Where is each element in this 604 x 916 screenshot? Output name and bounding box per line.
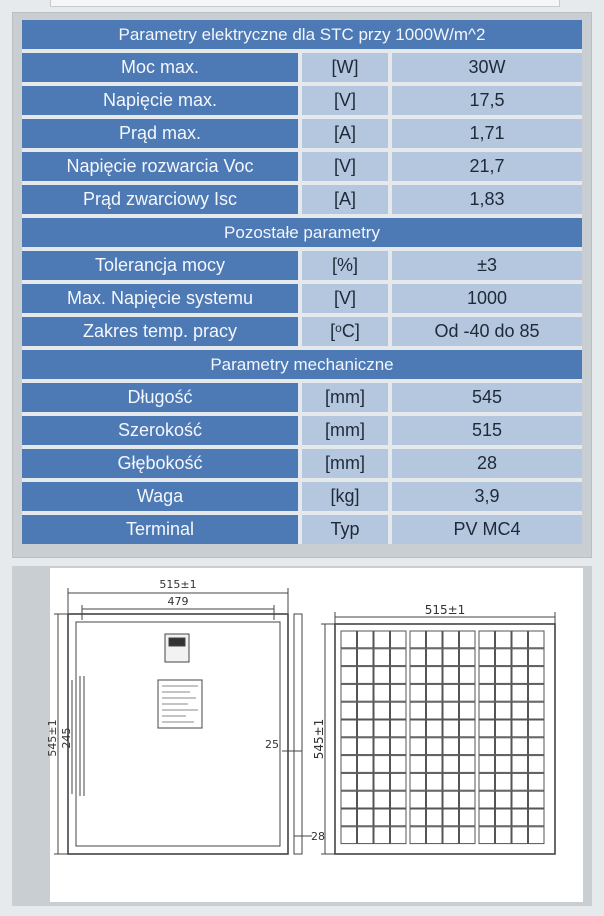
solar-cell — [443, 702, 459, 719]
solar-cell — [479, 738, 495, 755]
solar-cell — [479, 631, 495, 648]
solar-cell — [479, 773, 495, 790]
param-value: 3,9 — [392, 482, 582, 515]
dim-side-depth: 28 — [311, 830, 325, 843]
table-row — [22, 383, 582, 416]
dim-back-height: 545±1 — [46, 719, 59, 757]
unit-close: C] — [341, 321, 360, 341]
solar-cell — [512, 738, 528, 755]
solar-cell — [374, 684, 390, 701]
dim-front-height: 545±1 — [312, 718, 326, 760]
solar-cell — [341, 756, 357, 773]
param-value: 28 — [392, 449, 582, 482]
solar-cell — [512, 773, 528, 790]
solar-cell — [410, 773, 426, 790]
solar-cell — [410, 702, 426, 719]
solar-cell — [479, 649, 495, 666]
solar-cell — [391, 649, 407, 666]
solar-cell — [391, 756, 407, 773]
solar-cell — [529, 791, 545, 808]
solar-cell — [410, 667, 426, 684]
param-unit: [A] — [302, 119, 392, 152]
solar-cell — [341, 827, 357, 844]
param-value: 545 — [392, 383, 582, 416]
solar-cell — [512, 720, 528, 737]
solar-cell — [496, 684, 512, 701]
solar-cell — [391, 631, 407, 648]
solar-cell — [512, 631, 528, 648]
param-value: 17,5 — [392, 86, 582, 119]
solar-cell — [341, 684, 357, 701]
param-value: 1,83 — [392, 185, 582, 218]
solar-cell — [341, 720, 357, 737]
dim-back-width: 515±1 — [159, 578, 197, 591]
solar-cell — [443, 756, 459, 773]
solar-cell — [341, 649, 357, 666]
solar-cell — [391, 773, 407, 790]
param-label: Napięcie rozwarcia Voc — [22, 152, 302, 185]
side-profile — [294, 614, 302, 854]
solar-cell — [391, 702, 407, 719]
solar-cells-grid — [341, 631, 544, 844]
solar-cell — [443, 667, 459, 684]
solar-cell — [496, 809, 512, 826]
top-strip — [50, 0, 560, 7]
solar-cell — [460, 684, 476, 701]
param-value: 21,7 — [392, 152, 582, 185]
solar-cell — [479, 667, 495, 684]
solar-cell — [496, 702, 512, 719]
param-unit: [W] — [302, 53, 392, 86]
solar-cell — [529, 720, 545, 737]
param-unit: [V] — [302, 152, 392, 185]
table-row — [22, 284, 582, 317]
solar-cell — [460, 649, 476, 666]
dim-back-inner-width: 479 — [167, 595, 189, 608]
solar-cell — [529, 773, 545, 790]
param-unit: [kg] — [302, 482, 392, 515]
solar-cell — [479, 791, 495, 808]
solar-cell — [341, 738, 357, 755]
solar-cell — [358, 791, 374, 808]
solar-cell — [391, 720, 407, 737]
dim-side-offset: 25 — [265, 738, 279, 751]
solar-cell — [479, 702, 495, 719]
solar-cell — [427, 809, 443, 826]
solar-cell — [512, 791, 528, 808]
solar-cell — [479, 827, 495, 844]
solar-cell — [427, 684, 443, 701]
solar-cell — [496, 667, 512, 684]
solar-cell — [496, 827, 512, 844]
solar-cell — [427, 773, 443, 790]
solar-cell — [529, 684, 545, 701]
solar-cell — [341, 809, 357, 826]
solar-cell — [512, 684, 528, 701]
solar-cell — [443, 773, 459, 790]
solar-cell — [391, 791, 407, 808]
table-row — [22, 317, 582, 350]
solar-cell — [358, 809, 374, 826]
solar-cell — [443, 791, 459, 808]
technical-drawing — [46, 568, 583, 902]
param-label: Szerokość — [22, 416, 302, 449]
solar-cell — [358, 773, 374, 790]
solar-cell — [427, 791, 443, 808]
solar-cell — [410, 631, 426, 648]
solar-cell — [341, 791, 357, 808]
solar-cell — [479, 684, 495, 701]
solar-cell — [374, 773, 390, 790]
solar-cell — [410, 827, 426, 844]
solar-cell — [374, 756, 390, 773]
solar-cell — [496, 649, 512, 666]
param-label: Terminal — [22, 515, 302, 544]
dim-front-width: 515±1 — [424, 603, 466, 617]
param-label: Zakres temp. pracy — [22, 317, 302, 350]
param-unit: [mm] — [302, 416, 392, 449]
section-title: Parametry elektryczne dla STC przy 1000W/m^2 — [22, 20, 582, 53]
degree-sup: o — [335, 321, 342, 335]
solar-cell — [391, 827, 407, 844]
front-frame — [335, 624, 555, 854]
param-label: Tolerancja mocy — [22, 251, 302, 284]
solar-cell — [443, 649, 459, 666]
solar-cell — [427, 827, 443, 844]
solar-cell — [427, 738, 443, 755]
solar-cell — [358, 631, 374, 648]
param-label: Głębokość — [22, 449, 302, 482]
param-unit: [V] — [302, 86, 392, 119]
solar-cell — [358, 667, 374, 684]
solar-cell — [496, 631, 512, 648]
solar-cell — [410, 684, 426, 701]
param-value: 30W — [392, 53, 582, 86]
solar-cell — [460, 791, 476, 808]
table-row — [22, 515, 582, 544]
param-label: Moc max. — [22, 53, 302, 86]
solar-cell — [460, 631, 476, 648]
param-label: Prąd zwarciowy Isc — [22, 185, 302, 218]
solar-cell — [358, 720, 374, 737]
param-value: 1000 — [392, 284, 582, 317]
solar-cell — [460, 756, 476, 773]
section-title: Parametry mechaniczne — [22, 350, 582, 383]
solar-cell — [410, 791, 426, 808]
solar-cell — [374, 738, 390, 755]
solar-cell — [479, 756, 495, 773]
solar-cell — [512, 756, 528, 773]
solar-cell — [496, 756, 512, 773]
solar-cell — [529, 809, 545, 826]
solar-cell — [460, 720, 476, 737]
solar-cell — [479, 809, 495, 826]
table-row — [22, 251, 582, 284]
solar-cell — [341, 667, 357, 684]
solar-cell — [358, 738, 374, 755]
solar-cell — [529, 827, 545, 844]
param-value: Od -40 do 85 — [392, 317, 582, 350]
table-row — [22, 119, 582, 152]
junction-box-cover — [169, 638, 185, 646]
param-value: PV MC4 — [392, 515, 582, 544]
solar-cell — [443, 738, 459, 755]
label-plate-lines — [162, 686, 198, 722]
table-row — [22, 416, 582, 449]
param-unit: [V] — [302, 284, 392, 317]
solar-cell — [358, 649, 374, 666]
table-row — [22, 185, 582, 218]
solar-cell — [529, 738, 545, 755]
solar-cell — [496, 738, 512, 755]
param-label: Prąd max. — [22, 119, 302, 152]
solar-cell — [374, 667, 390, 684]
solar-cell — [512, 809, 528, 826]
section-title: Pozostałe parametry — [22, 218, 582, 251]
param-label: Max. Napięcie systemu — [22, 284, 302, 317]
solar-cell — [512, 649, 528, 666]
solar-cell — [529, 702, 545, 719]
solar-cell — [410, 649, 426, 666]
solar-cell — [391, 684, 407, 701]
param-unit: Typ — [302, 515, 392, 544]
solar-cell — [374, 720, 390, 737]
section-header-other — [22, 218, 582, 251]
solar-cell — [427, 649, 443, 666]
param-label: Długość — [22, 383, 302, 416]
param-unit: [%] — [302, 251, 392, 284]
solar-cell — [410, 720, 426, 737]
solar-cell — [460, 773, 476, 790]
param-label: Waga — [22, 482, 302, 515]
solar-cell — [529, 631, 545, 648]
solar-cell — [512, 667, 528, 684]
spec-table — [22, 20, 582, 544]
solar-cell — [341, 631, 357, 648]
solar-cell — [460, 738, 476, 755]
table-row — [22, 152, 582, 185]
solar-cell — [374, 631, 390, 648]
solar-cell — [410, 809, 426, 826]
param-unit: [A] — [302, 185, 392, 218]
section-header-electrical — [22, 20, 582, 53]
solar-cell — [374, 827, 390, 844]
solar-cell — [479, 720, 495, 737]
solar-cell — [496, 773, 512, 790]
solar-cell — [391, 809, 407, 826]
dim-rail-length: 245 — [60, 727, 73, 749]
solar-cell — [391, 667, 407, 684]
panel-drawing-svg — [46, 568, 583, 902]
spec-table-panel — [12, 12, 592, 558]
table-row — [22, 86, 582, 119]
solar-cell — [358, 827, 374, 844]
solar-cell — [427, 702, 443, 719]
solar-cell — [512, 702, 528, 719]
solar-cell — [443, 631, 459, 648]
technical-drawing-panel — [12, 566, 592, 906]
table-row — [22, 449, 582, 482]
solar-cell — [460, 809, 476, 826]
param-value: 515 — [392, 416, 582, 449]
solar-cell — [358, 702, 374, 719]
solar-cell — [427, 720, 443, 737]
solar-cell — [529, 667, 545, 684]
solar-cell — [512, 827, 528, 844]
solar-cell — [443, 720, 459, 737]
solar-cell — [529, 756, 545, 773]
param-unit — [302, 317, 392, 350]
table-row — [22, 482, 582, 515]
solar-cell — [496, 791, 512, 808]
param-value: 1,71 — [392, 119, 582, 152]
solar-cell — [427, 756, 443, 773]
solar-cell — [443, 809, 459, 826]
solar-cell — [427, 667, 443, 684]
solar-cell — [460, 667, 476, 684]
solar-cell — [374, 702, 390, 719]
solar-cell — [358, 684, 374, 701]
solar-cell — [374, 791, 390, 808]
solar-cell — [341, 773, 357, 790]
solar-cell — [410, 738, 426, 755]
solar-cell — [529, 649, 545, 666]
solar-cell — [496, 720, 512, 737]
param-unit: [mm] — [302, 383, 392, 416]
solar-cell — [374, 649, 390, 666]
param-unit: [mm] — [302, 449, 392, 482]
solar-cell — [341, 702, 357, 719]
section-header-mechanical — [22, 350, 582, 383]
solar-cell — [358, 756, 374, 773]
solar-cell — [427, 631, 443, 648]
solar-cell — [443, 684, 459, 701]
table-row — [22, 53, 582, 86]
solar-cell — [460, 702, 476, 719]
param-value: ±3 — [392, 251, 582, 284]
solar-cell — [410, 756, 426, 773]
solar-cell — [391, 738, 407, 755]
solar-cell — [460, 827, 476, 844]
unit-open: [ — [330, 321, 336, 341]
solar-cell — [374, 809, 390, 826]
param-label: Napięcie max. — [22, 86, 302, 119]
solar-cell — [443, 827, 459, 844]
